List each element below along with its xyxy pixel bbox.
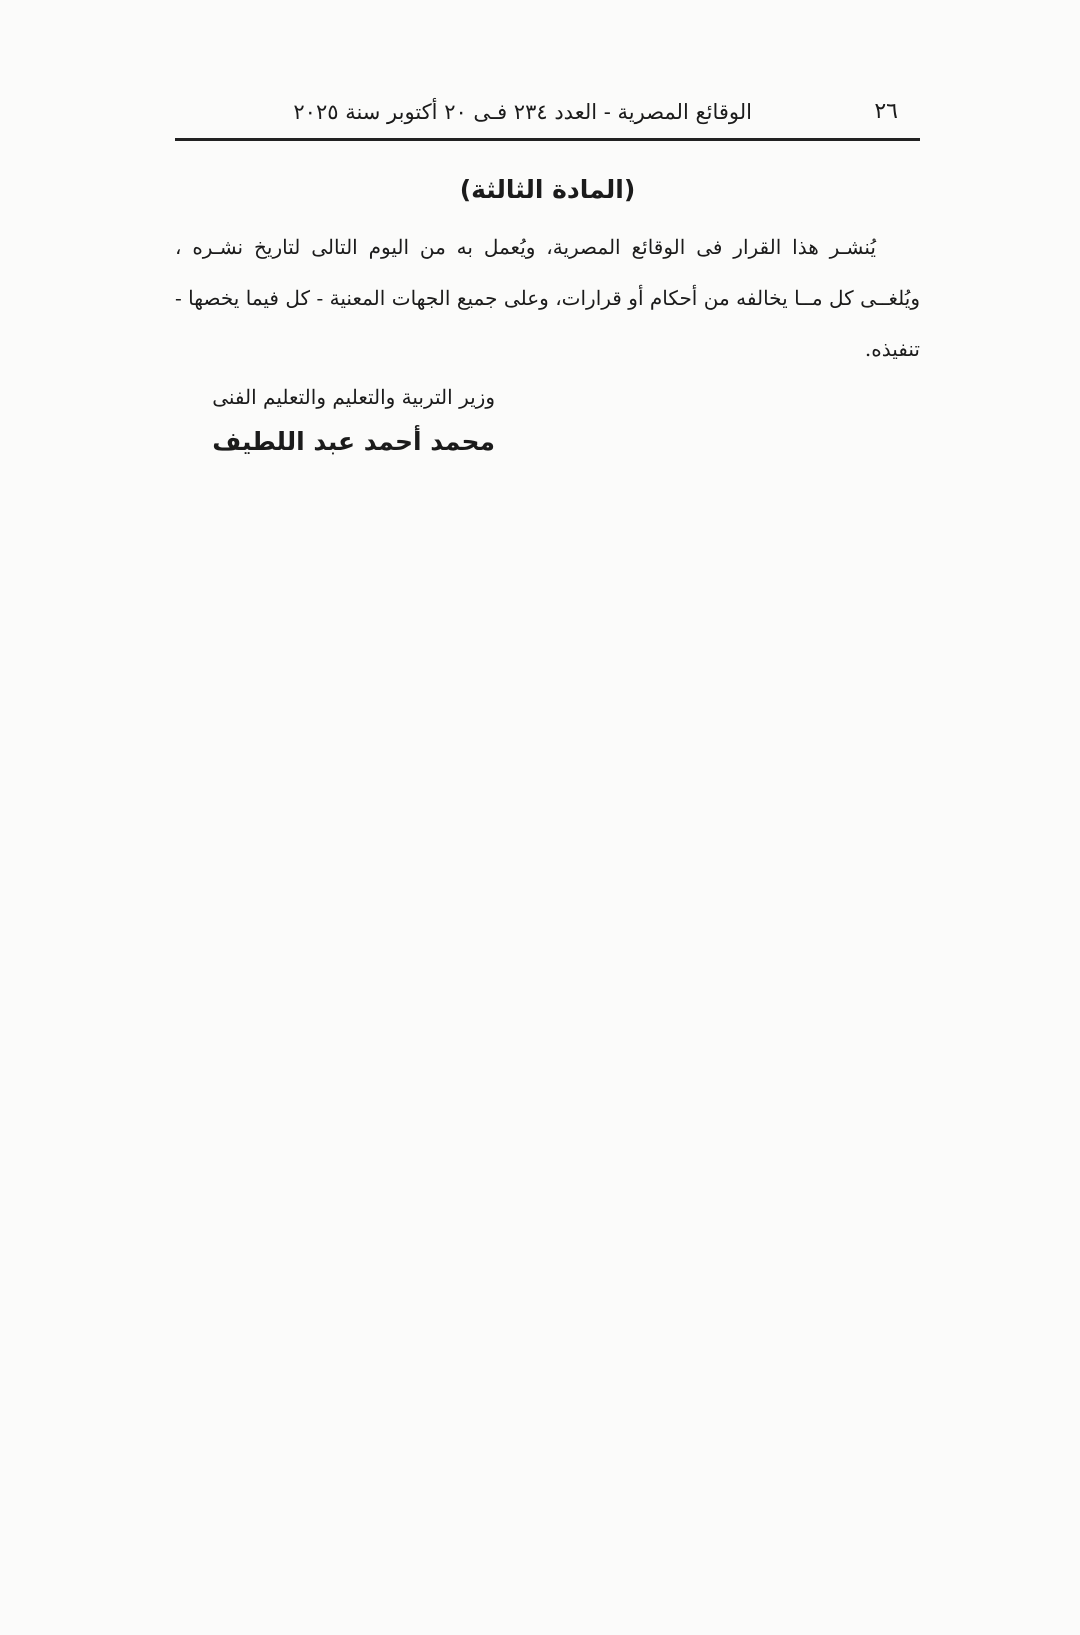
page-number: ٢٦	[874, 99, 898, 124]
signatory-name: محمد أحمد عبد اللطيف	[212, 427, 495, 456]
page-header	[175, 96, 920, 132]
article-title: (المادة الثالثة)	[459, 175, 636, 204]
signatory-title: وزير التربية والتعليم والتعليم الفنى	[212, 385, 495, 409]
article-paragraph: يُنشـر هذا القرار فى الوقائع المصرية، ويُعمل به من اليوم التالى لتاريخ نشـره ، ويُلغــى كل مــا يخالفه من أحكام أو قرارات، وعلى جميع الجهات المعنية - كل فيما يخصها - تنفيذه.	[175, 235, 920, 361]
header-rule	[175, 138, 920, 141]
article-body	[175, 222, 920, 375]
running-head: الوقائع المصرية - العدد ٢٣٤ فـى ٢٠ أكتوبر سنة ٢٠٢٥	[293, 100, 752, 124]
